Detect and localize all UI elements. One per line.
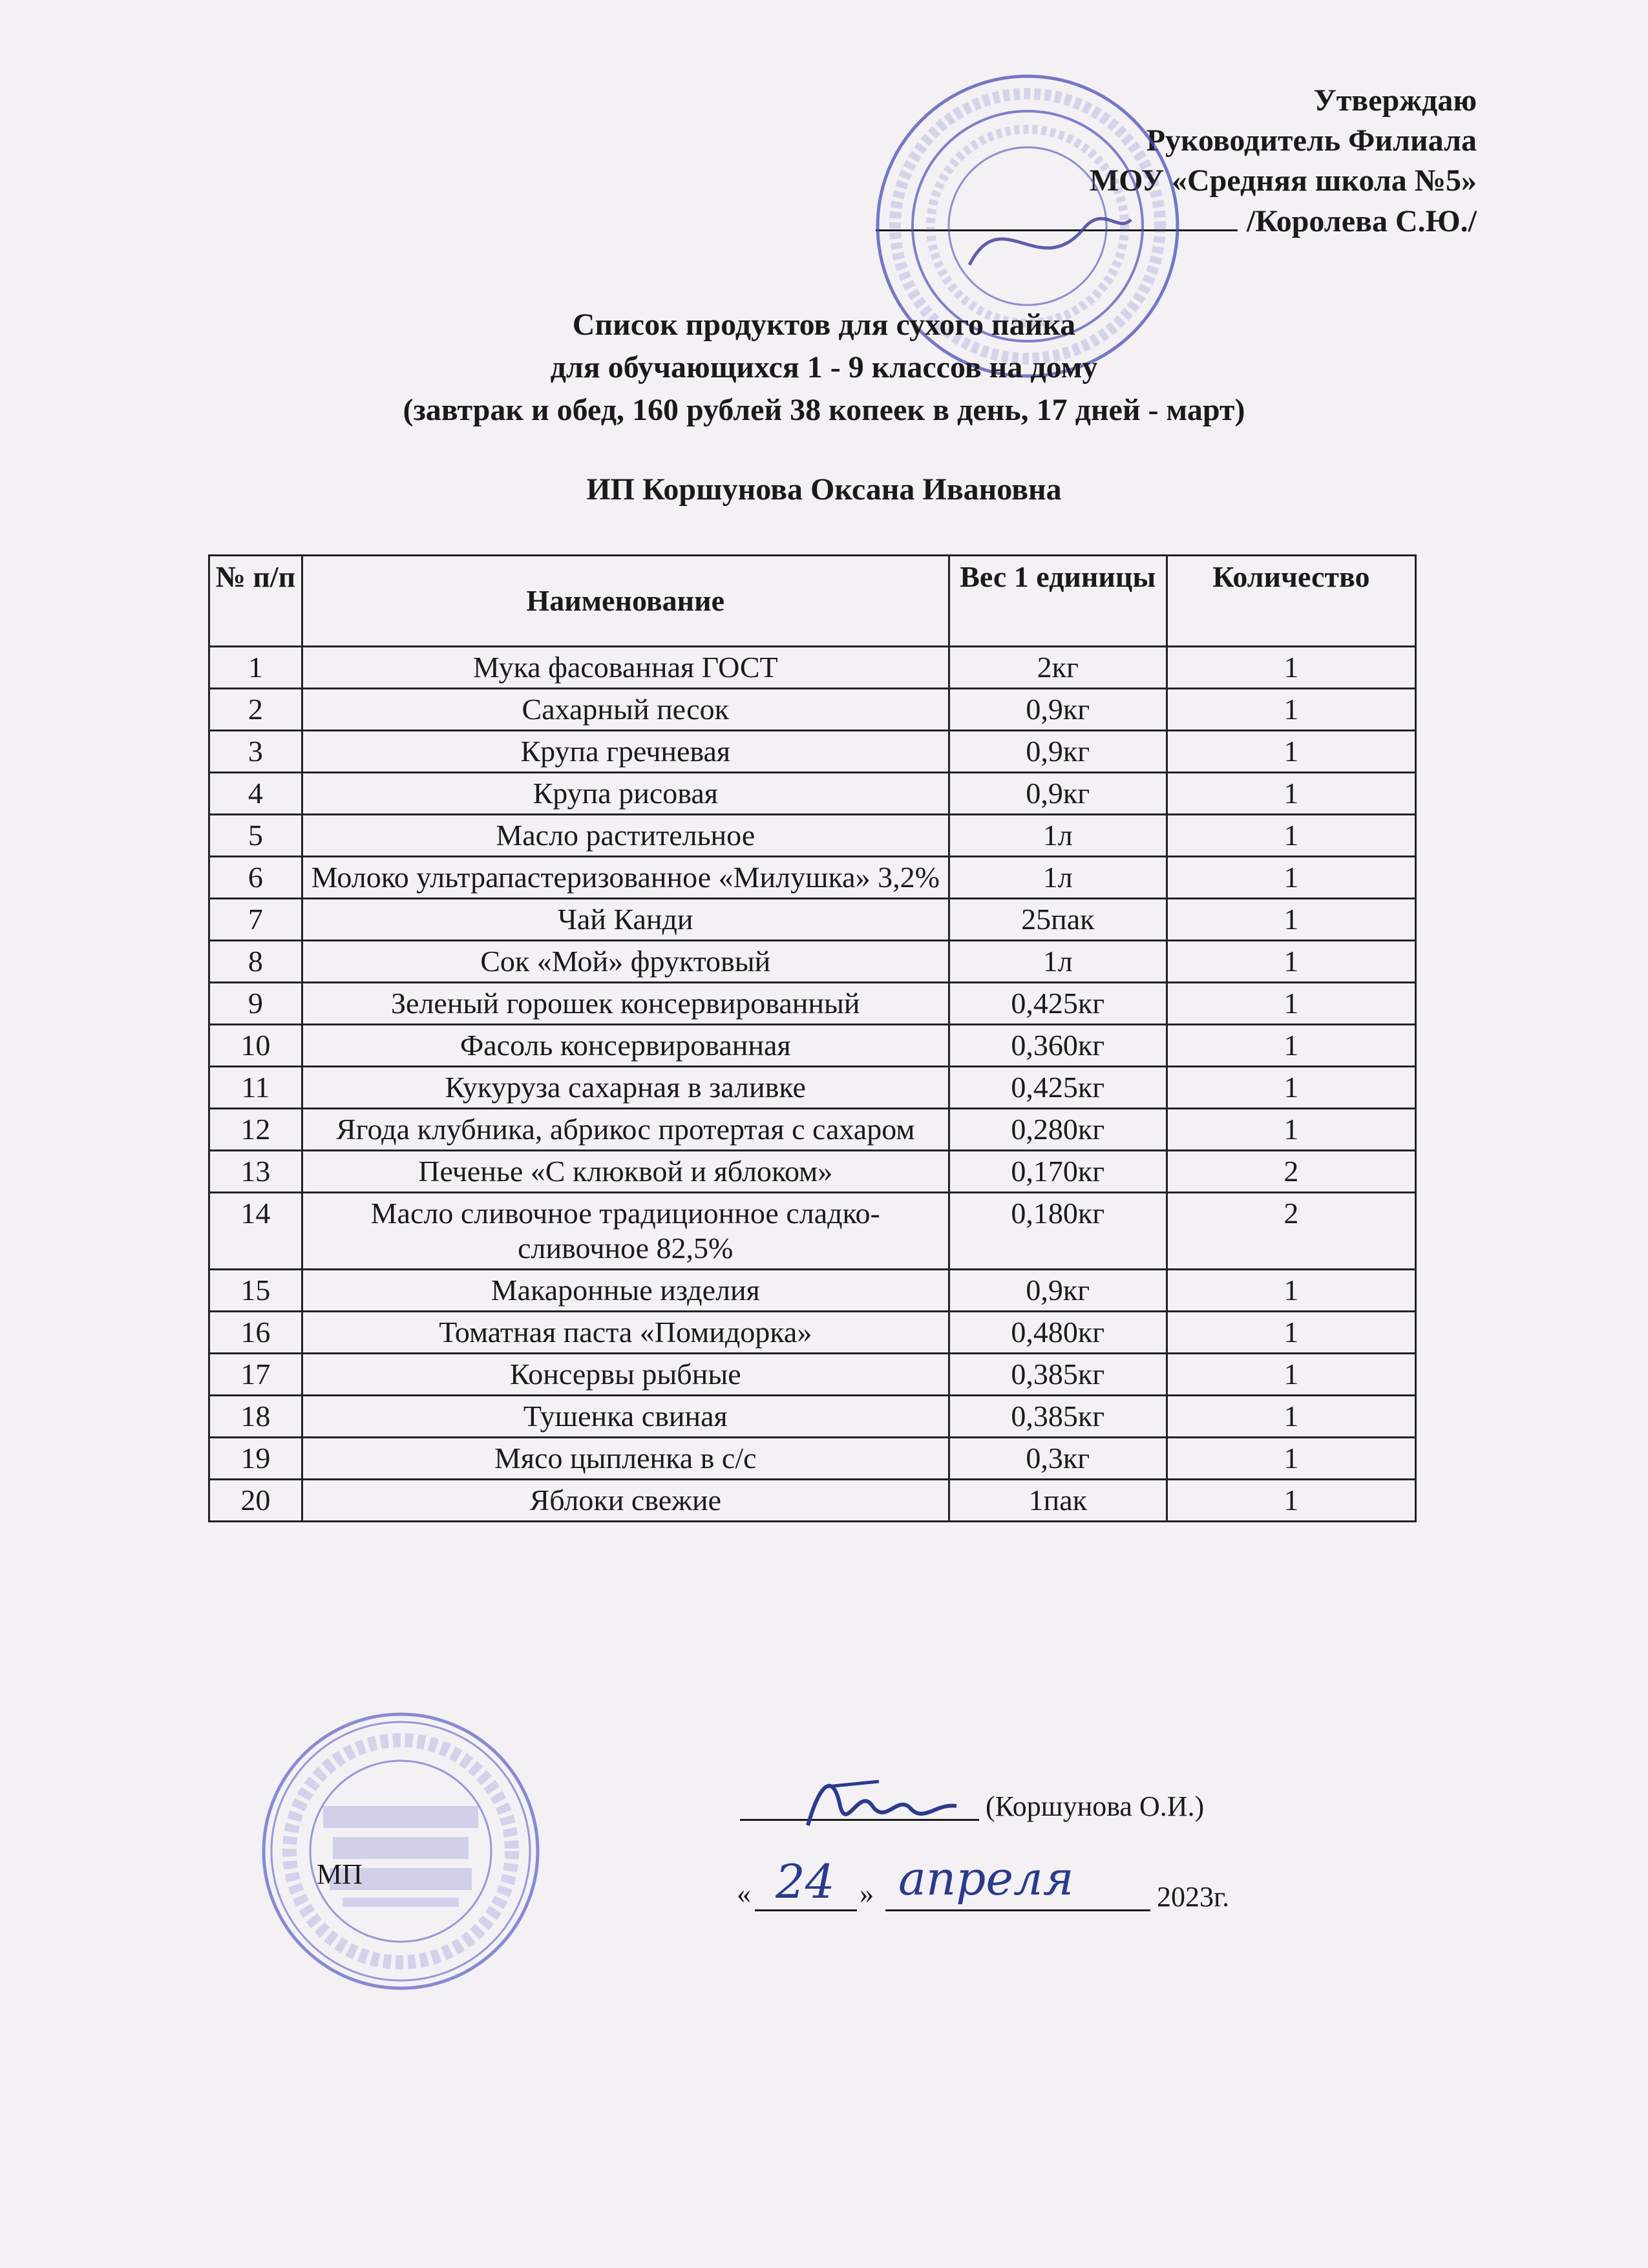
cell-num: 19 [209, 1438, 302, 1480]
cell-qty: 1 [1167, 1354, 1415, 1396]
table-row [209, 857, 1416, 899]
cell-name: Сок «Мой» фруктовый [302, 941, 949, 983]
cell-qty: 1 [1167, 899, 1415, 941]
mp-label: МП [317, 1858, 363, 1890]
cell-num: 14 [209, 1193, 302, 1270]
table-row [209, 941, 1416, 983]
cell-num: 8 [209, 941, 302, 983]
table-row [209, 1109, 1416, 1151]
cell-name: Крупа гречневая [302, 731, 949, 773]
cell-num: 3 [209, 731, 302, 773]
cell-qty: 1 [1167, 731, 1415, 773]
table-header-row [209, 556, 1416, 647]
cell-weight: 0,425кг [949, 1067, 1167, 1109]
cell-weight: 0,180кг [949, 1193, 1167, 1270]
cell-weight: 0,3кг [949, 1438, 1167, 1480]
cell-weight: 0,170кг [949, 1151, 1167, 1193]
cell-num: 17 [209, 1354, 302, 1396]
date-year: 2023г. [1157, 1881, 1230, 1913]
cell-weight: 1пак [949, 1480, 1167, 1522]
table-row [209, 1151, 1416, 1193]
cell-name: Печенье «С клюквой и яблоком» [302, 1151, 949, 1193]
table-row [209, 1396, 1416, 1438]
cell-name: Кукуруза сахарная в заливке [302, 1067, 949, 1109]
cell-weight: 0,385кг [949, 1396, 1167, 1438]
table-row [209, 1354, 1416, 1396]
approval-heading: Утверждаю [1313, 83, 1477, 118]
cell-weight: 0,425кг [949, 983, 1167, 1025]
cell-num: 12 [209, 1109, 302, 1151]
cell-name: Зеленый горошек консервированный [302, 983, 949, 1025]
ip-stamp [259, 1709, 543, 1993]
cell-name: Тушенка свиная [302, 1396, 949, 1438]
cell-weight: 0,9кг [949, 1270, 1167, 1312]
cell-weight: 0,9кг [949, 731, 1167, 773]
cell-qty: 1 [1167, 815, 1415, 857]
products-table [208, 554, 1417, 1522]
cell-qty: 1 [1167, 1025, 1415, 1067]
cell-num: 13 [209, 1151, 302, 1193]
cell-weight: 25пак [949, 899, 1167, 941]
cell-num: 20 [209, 1480, 302, 1522]
cell-qty: 1 [1167, 773, 1415, 815]
cell-num: 11 [209, 1067, 302, 1109]
header-num: № п/п [209, 556, 302, 647]
approval-signer: /Королева С.Ю./ [1246, 204, 1477, 238]
cell-name: Томатная паста «Помидорка» [302, 1312, 949, 1354]
table-row [209, 773, 1416, 815]
supplier-name: ИП Коршунова Оксана Ивановна [586, 472, 1062, 507]
cell-qty: 1 [1167, 857, 1415, 899]
cell-num: 18 [209, 1396, 302, 1438]
table-row [209, 1480, 1416, 1522]
cell-num: 5 [209, 815, 302, 857]
table-row [209, 1193, 1416, 1270]
cell-name: Мясо цыпленка в с/с [302, 1438, 949, 1480]
cell-qty: 1 [1167, 1438, 1415, 1480]
cell-qty: 1 [1167, 647, 1415, 689]
handwritten-signature [801, 1767, 963, 1853]
table-row [209, 983, 1416, 1025]
cell-name: Ягода клубника, абрикос протертая с сахаром [302, 1109, 949, 1151]
cell-qty: 1 [1167, 1312, 1415, 1354]
cell-name: Масло растительное [302, 815, 949, 857]
footer-signer: (Коршунова О.И.) [986, 1790, 1205, 1822]
cell-qty: 1 [1167, 1396, 1415, 1438]
cell-qty: 1 [1167, 1270, 1415, 1312]
header-name: Наименование [302, 556, 949, 647]
cell-qty: 1 [1167, 941, 1415, 983]
cell-name: Фасоль консервированная [302, 1025, 949, 1067]
cell-num: 9 [209, 983, 302, 1025]
cell-qty: 1 [1167, 983, 1415, 1025]
cell-name: Крупа рисовая [302, 773, 949, 815]
title-line-2: для обучающихся 1 - 9 классов на дому [550, 350, 1098, 384]
cell-qty: 2 [1167, 1151, 1415, 1193]
approval-position: Руководитель Филиала [1146, 123, 1477, 158]
ip-stamp-seal-icon [259, 1709, 543, 1993]
table-row [209, 1067, 1416, 1109]
cell-weight: 1л [949, 815, 1167, 857]
title-line-3: (завтрак и обед, 160 рублей 38 копеек в день, 17 дней - март) [403, 393, 1245, 427]
table-row [209, 1025, 1416, 1067]
cell-qty: 2 [1167, 1193, 1415, 1270]
cell-name: Консервы рыбные [302, 1354, 949, 1396]
handwritten-date-day: 24 [776, 1854, 835, 1909]
table-row [209, 1312, 1416, 1354]
cell-weight: 2кг [949, 647, 1167, 689]
cell-num: 7 [209, 899, 302, 941]
signature-scribble-icon [801, 1767, 963, 1838]
cell-qty: 1 [1167, 1067, 1415, 1109]
cell-qty: 1 [1167, 1480, 1415, 1522]
date-month-line [885, 1909, 1150, 1911]
cell-num: 4 [209, 773, 302, 815]
header-qty: Количество [1167, 556, 1415, 647]
table-row [209, 815, 1416, 857]
cell-name: Масло сливочное традиционное сладко-сливочное 82,5% [302, 1193, 949, 1270]
title-line-1: Список продуктов для сухого пайка [572, 308, 1076, 342]
table-row [209, 899, 1416, 941]
cell-num: 6 [209, 857, 302, 899]
date-close-quote: » [860, 1878, 874, 1909]
cell-weight: 1л [949, 857, 1167, 899]
cell-num: 10 [209, 1025, 302, 1067]
cell-weight: 0,9кг [949, 773, 1167, 815]
cell-name: Чай Канди [302, 899, 949, 941]
cell-qty: 1 [1167, 1109, 1415, 1151]
table-row [209, 689, 1416, 731]
approval-organization: МОУ «Средняя школа №5» [1089, 163, 1477, 198]
cell-weight: 0,385кг [949, 1354, 1167, 1396]
cell-name: Макаронные изделия [302, 1270, 949, 1312]
date-open-quote: « [737, 1878, 751, 1909]
cell-num: 2 [209, 689, 302, 731]
table-row [209, 1270, 1416, 1312]
date-day-line [755, 1909, 857, 1911]
cell-weight: 1л [949, 941, 1167, 983]
cell-weight: 0,9кг [949, 689, 1167, 731]
cell-weight: 0,280кг [949, 1109, 1167, 1151]
cell-name: Сахарный песок [302, 689, 949, 731]
cell-num: 15 [209, 1270, 302, 1312]
cell-name: Яблоки свежие [302, 1480, 949, 1522]
table-row [209, 731, 1416, 773]
table-row [209, 647, 1416, 689]
handwritten-date-month: апреля [898, 1851, 1074, 1906]
header-weight: Вес 1 единицы [949, 556, 1167, 647]
cell-num: 16 [209, 1312, 302, 1354]
cell-num: 1 [209, 647, 302, 689]
cell-weight: 0,480кг [949, 1312, 1167, 1354]
cell-name: Молоко ультрапастеризованное «Милушка» 3,2% [302, 857, 949, 899]
cell-weight: 0,360кг [949, 1025, 1167, 1067]
document-title [0, 304, 1648, 432]
cell-name: Мука фасованная ГОСТ [302, 647, 949, 689]
table-row [209, 1438, 1416, 1480]
cell-qty: 1 [1167, 689, 1415, 731]
